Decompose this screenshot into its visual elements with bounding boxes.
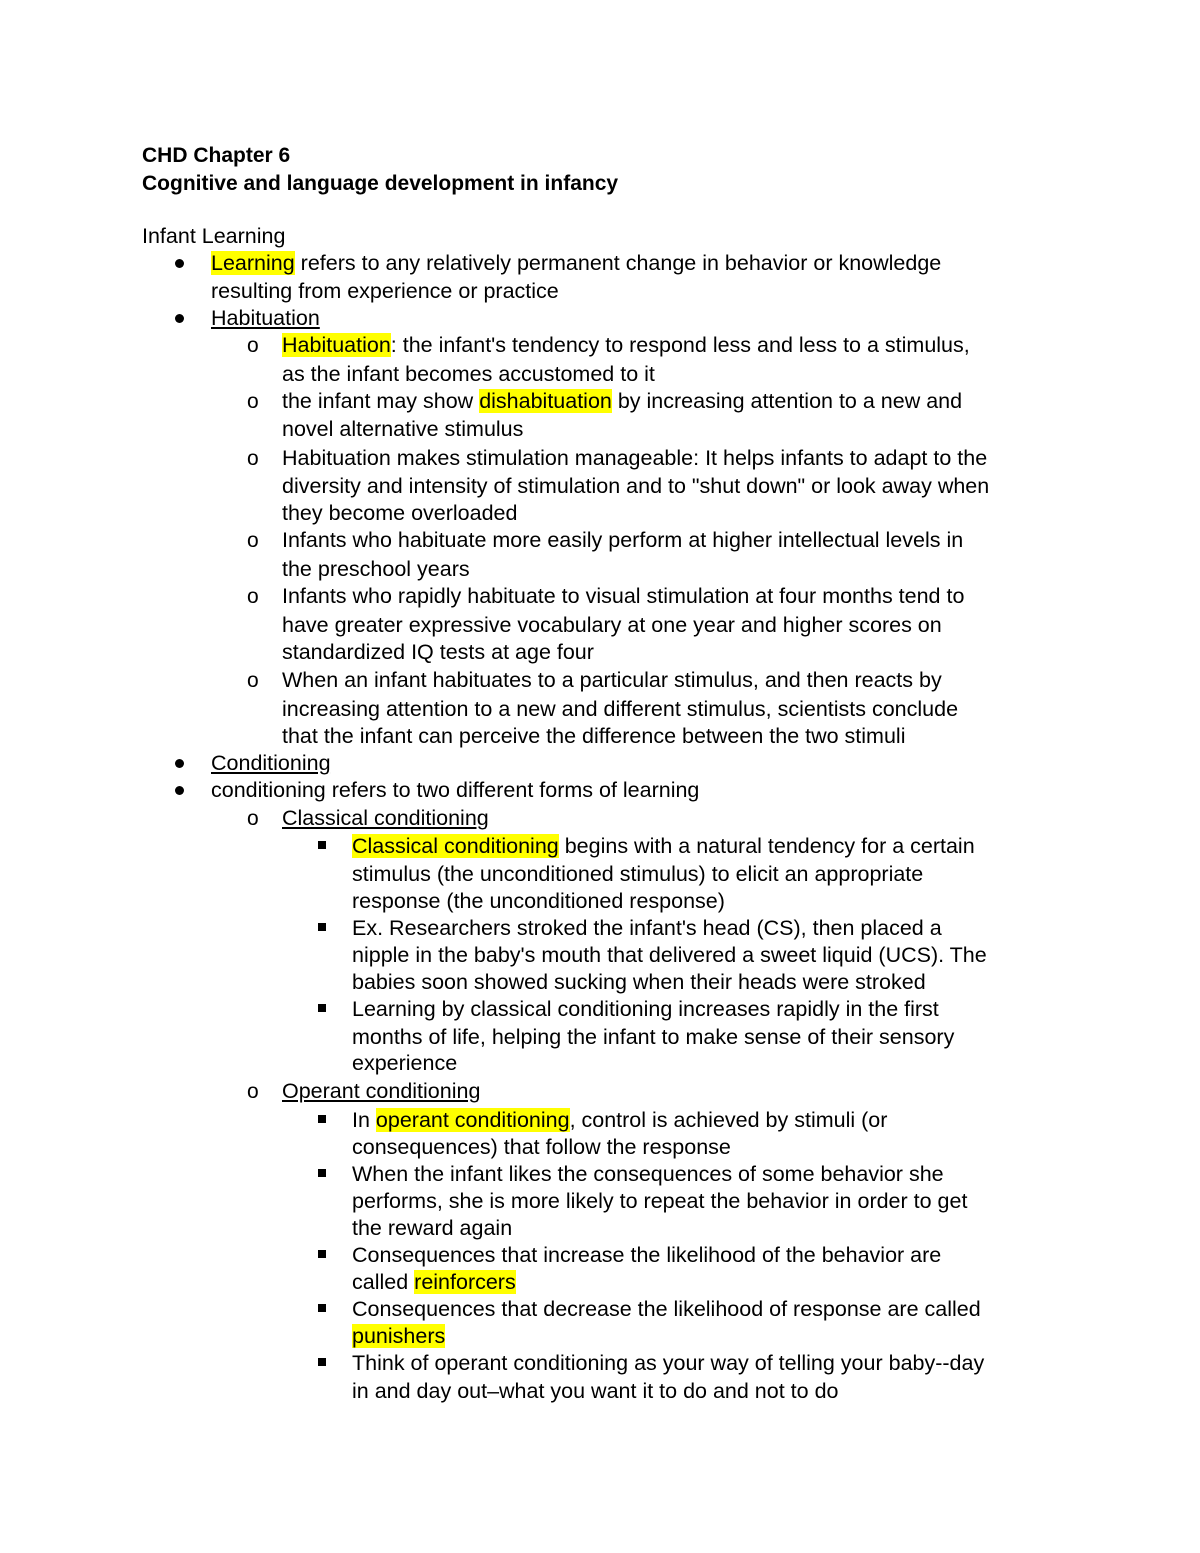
operant-item-2-line-3: the reward again — [352, 1216, 513, 1240]
operant-item-1-line-1: In operant conditioning, control is achieved by stimuli (or — [352, 1108, 888, 1132]
operant-item-1-line-2: consequences) that follow the response — [352, 1135, 731, 1159]
classical-item-3-line-1: Learning by classical conditioning increases rapidly in the first — [352, 997, 939, 1021]
classical-heading: Classical conditioning — [282, 806, 489, 830]
habituation-item-2-line-1: the infant may show dishabituation by increasing attention to a new and — [282, 389, 963, 413]
habituation-item-4-line-1: Infants who habituate more easily perform at higher intellectual levels in — [282, 528, 964, 552]
classical-item-1-line-1: Classical conditioning begins with a natural tendency for a certain — [352, 834, 975, 858]
habituation-heading: Habituation — [211, 306, 320, 330]
classical-item-2-line-3: babies soon showed sucking when their heads were stroked — [352, 970, 926, 994]
classical-item-2-line-1: Ex. Researchers stroked the infant's head (CS), then placed a — [352, 916, 942, 940]
highlight-term: reinforcers — [414, 1270, 516, 1294]
bullet-square — [318, 1169, 326, 1177]
bullet-circle: o — [247, 447, 259, 470]
habituation-item-5-line-3: standardized IQ tests at age four — [282, 640, 594, 664]
habituation-item-5-line-2: have greater expressive vocabulary at one year and higher scores on — [282, 613, 942, 637]
highlight-term: punishers — [352, 1324, 446, 1348]
habituation-item-6-line-2: increasing attention to a new and different stimulus, scientists conclude — [282, 697, 959, 721]
operant-item-5-line-2: in and day out–what you want it to do and not to do — [352, 1379, 839, 1403]
bullet-circle: o — [247, 1080, 259, 1103]
highlight-term: operant conditioning — [375, 1108, 570, 1132]
conditioning-heading: Conditioning — [211, 751, 331, 775]
conditioning-intro: conditioning refers to two different forms of learning — [211, 778, 700, 802]
bullet-dot — [175, 759, 184, 768]
bullet-square — [318, 1115, 326, 1123]
habituation-item-6-line-1: When an infant habituates to a particular stimulus, and then reacts by — [282, 668, 942, 692]
habituation-item-1-line-2: as the infant becomes accustomed to it — [282, 362, 655, 386]
learning-line-2: resulting from experience or practice — [211, 279, 559, 303]
highlight-term: Learning — [211, 251, 295, 275]
classical-item-3-line-3: experience — [352, 1051, 458, 1075]
bullet-square — [318, 923, 326, 931]
bullet-square — [318, 1250, 326, 1258]
bullet-circle: o — [247, 585, 259, 608]
bullet-circle: o — [247, 334, 259, 357]
operant-item-3-line-2: called reinforcers — [352, 1270, 516, 1294]
bullet-square — [318, 1304, 326, 1312]
habituation-item-3-line-3: they become overloaded — [282, 501, 518, 525]
doc-subtitle: Cognitive and language development in infancy — [142, 172, 619, 195]
habituation-item-5-line-1: Infants who rapidly habituate to visual stimulation at four months tend to — [282, 584, 965, 608]
bullet-dot — [175, 786, 184, 795]
operant-item-5-line-1: Think of operant conditioning as your way of telling your baby--day — [352, 1351, 985, 1375]
classical-item-1-line-2: stimulus (the unconditioned stimulus) to elicit an appropriate — [352, 862, 924, 886]
classical-item-3-line-2: months of life, helping the infant to make sense of their sensory — [352, 1025, 955, 1049]
operant-item-2-line-2: performs, she is more likely to repeat the behavior in order to get — [352, 1189, 968, 1213]
highlight-term: Habituation — [282, 333, 391, 357]
operant-item-4-line-2 — [352, 1323, 445, 1350]
operant-item-2-line-1: When the infant likes the consequences of some behavior she — [352, 1162, 944, 1186]
habituation-item-3-line-1: Habituation makes stimulation manageable: It helps infants to adapt to the — [282, 446, 988, 470]
habituation-item-1-line-1: Habituation: the infant's tendency to respond less and less to a stimulus, — [282, 333, 970, 357]
classical-item-2-line-2: nipple in the baby's mouth that delivered a sweet liquid (UCS). The — [352, 943, 987, 967]
bullet-circle: o — [247, 390, 259, 413]
habituation-item-6-line-3: that the infant can perceive the difference between the two stimuli — [282, 724, 906, 748]
habituation-item-4-line-2: the preschool years — [282, 557, 470, 581]
bullet-square — [318, 1358, 326, 1366]
operant-heading: Operant conditioning — [282, 1079, 481, 1103]
bullet-square — [318, 1004, 326, 1012]
classical-item-1-line-3: response (the unconditioned response) — [352, 889, 725, 913]
bullet-circle: o — [247, 669, 259, 692]
section-heading: Infant Learning — [142, 224, 286, 248]
bullet-dot — [175, 259, 184, 268]
bullet-square — [318, 841, 326, 849]
habituation-item-2-line-2: novel alternative stimulus — [282, 417, 524, 441]
bullet-circle: o — [247, 807, 259, 830]
highlight-term: Classical conditioning — [352, 834, 559, 858]
learning-line-1: Learning refers to any relatively permanent change in behavior or knowledge — [211, 251, 942, 275]
bullet-dot — [175, 314, 184, 323]
doc-title: CHD Chapter 6 — [142, 144, 291, 167]
highlight-term: dishabituation — [479, 389, 612, 413]
operant-item-4-line-1: Consequences that decrease the likelihood of response are called — [352, 1297, 981, 1321]
habituation-item-3-line-2: diversity and intensity of stimulation and to "shut down" or look away when — [282, 474, 990, 498]
bullet-circle: o — [247, 529, 259, 552]
operant-item-3-line-1: Consequences that increase the likelihood of the behavior are — [352, 1243, 942, 1267]
